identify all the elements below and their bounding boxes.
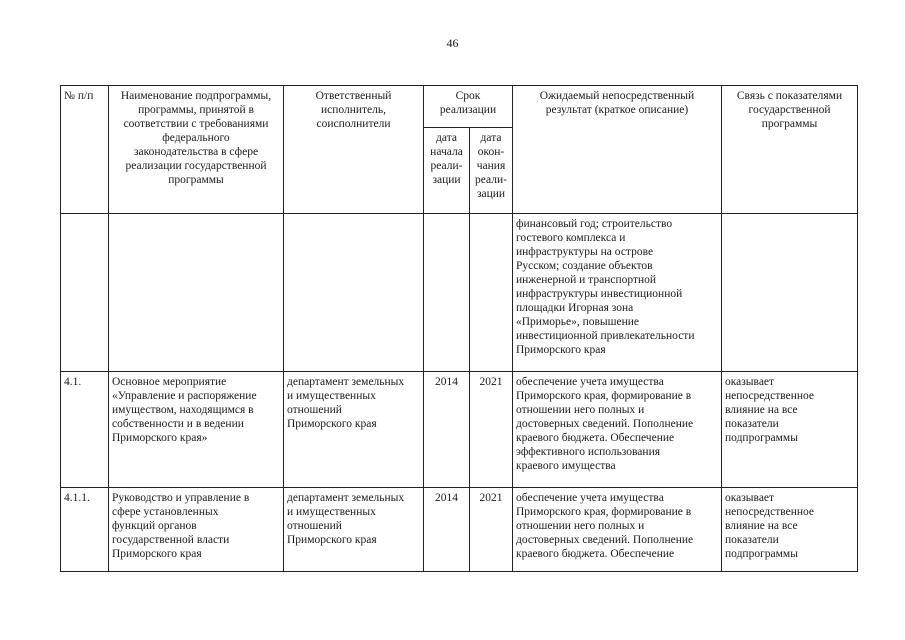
row-link — [722, 214, 858, 372]
row-link: оказывает непосредственное влияние на все показатели подпрограммы — [722, 488, 858, 572]
row-result: обеспечение учета имущества Приморского края, формирование в отношении него полных и достоверных сведений. Пополнение краевого бюджета. Обеспечение — [513, 488, 722, 572]
row-start: 2014 — [424, 372, 470, 488]
table-row — [61, 488, 858, 572]
row-link: оказывает непосредственное влияние на все показатели подпрограммы — [722, 372, 858, 488]
row-end: 2021 — [470, 488, 513, 572]
header-col-link: Связь с показателями государственной программы — [722, 86, 858, 214]
row-num — [61, 214, 109, 372]
page-number: 46 — [446, 36, 459, 50]
row-name — [109, 214, 284, 372]
header-col-start: дата начала реали- зации — [424, 128, 470, 214]
row-start — [424, 214, 470, 372]
header-col-name: Наименование подпрограммы, программы, принятой в соответствии с требованиями федерального законодательства в сфере реализации государственной программы — [109, 86, 284, 214]
table-row — [61, 214, 858, 372]
row-executor: департамент земельных и имущественных отношений Приморского края — [284, 488, 424, 572]
row-result: финансовый год; строительство гостевого комплекса и инфраструктуры на острове Русском; создание объектов инженерной и транспортной инфраструктуры инвестиционной площадки Игорная зона «Приморье», повышение инвестиционной привлекательности Приморского края — [513, 214, 722, 372]
header-col-term: Срок реализации — [424, 86, 513, 128]
program-table — [60, 85, 858, 572]
header-col-end: дата окон- чания реали- зации — [470, 128, 513, 214]
row-name: Руководство и управление в сфере установленных функций органов государственной власти Приморского края — [109, 488, 284, 572]
row-end: 2021 — [470, 372, 513, 488]
row-result: обеспечение учета имущества Приморского края, формирование в отношении него полных и достоверных сведений. Пополнение краевого бюджета. Обеспечение эффективного использования краевого имущества — [513, 372, 722, 488]
row-executor: департамент земельных и имущественных отношений Приморского края — [284, 372, 424, 488]
header-col-executor: Ответственный исполнитель, соисполнители — [284, 86, 424, 214]
row-num: 4.1.1. — [61, 488, 109, 572]
row-num: 4.1. — [61, 372, 109, 488]
header-row-top — [61, 86, 858, 128]
table-row — [61, 372, 858, 488]
row-name: Основное мероприятие «Управление и распоряжение имуществом, находящимся в собственности и в ведении Приморского края» — [109, 372, 284, 488]
header-col-num: № п/п — [61, 86, 109, 214]
header-col-result: Ожидаемый непосредственный результат (краткое описание) — [513, 86, 722, 214]
row-start: 2014 — [424, 488, 470, 572]
row-executor — [284, 214, 424, 372]
row-end — [470, 214, 513, 372]
